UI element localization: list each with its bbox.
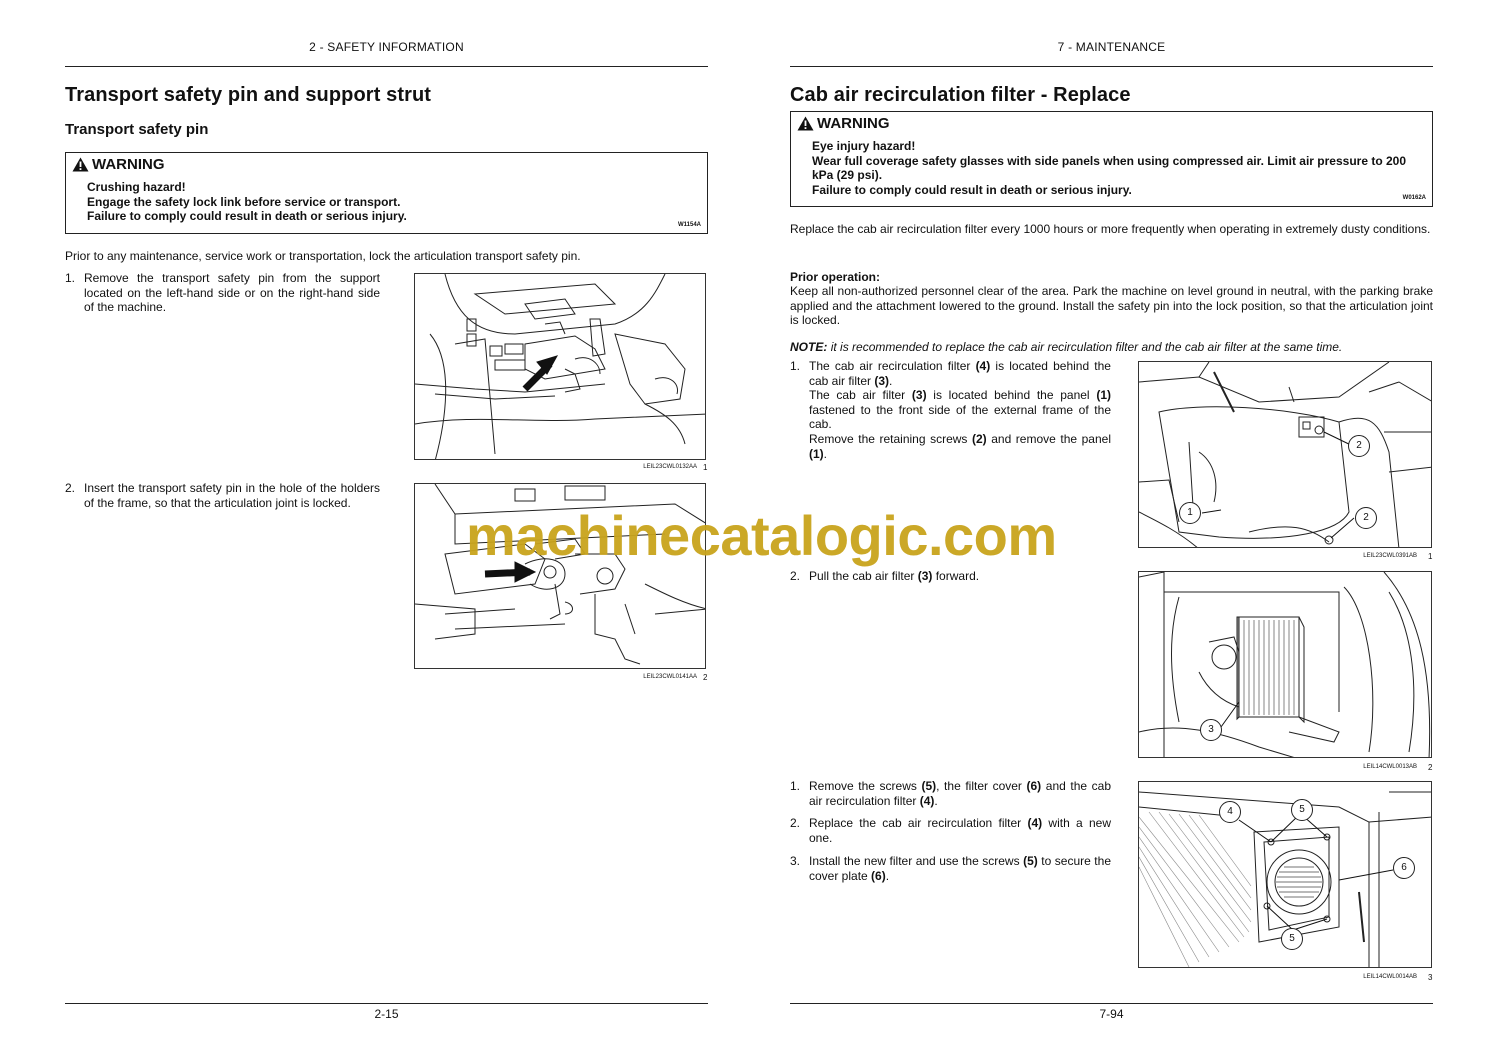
page-header: 2 - SAFETY INFORMATION [309, 40, 464, 54]
warning-box [65, 152, 708, 234]
footer-rule [65, 1003, 708, 1004]
warning-code: W0162A [1402, 195, 1426, 201]
warning-triangle-icon [797, 116, 814, 131]
step-line: Remove the retaining screws (2) and remove the panel (1). [809, 431, 1111, 461]
step-number: 2. [790, 569, 801, 583]
callout-5: 5 [1281, 928, 1303, 950]
callout-6: 6 [1393, 857, 1415, 879]
callout-3: 3 [1200, 719, 1222, 741]
step-item: 1. Remove the screws (5), the filter cover (6) and the cab air recirculation filter (4). [790, 779, 1111, 808]
step-text: Remove the transport safety pin from the support located on the left-hand side or on the right-hand side of the machine. [84, 271, 380, 315]
step-number: 2. [790, 816, 801, 830]
callout-2: 2 [1348, 435, 1370, 457]
note-label: NOTE: [790, 340, 828, 354]
step-number: 1. [65, 271, 76, 285]
page-number: 7-94 [1099, 1007, 1124, 1021]
right-page: 7 - MAINTENANCE Cab air recirculation filter - Replace WARNING Eye injury hazard! Wear full coverage safety glasses with side panels when using compressed air. Limit air pressure to 200 kPa (29 psi). Failure to comply could result in death or serious injury. W0162A Replace the cab air recirculation filter every 1000 hours or more frequently when operating in extremely dusty conditions. Prior operation: Keep all non-authorized personnel clear of the area. Park the machine on level ground in neutral, with the parking brake applied and the attachment lowered to the ground. Install the safety pin into the lock position, so that the articulation joint is locked. NOTE: it is recommended to replace the cab air recirculation filter and the cab air filter at the same time. 1. The cab air recirculation filter (4) is located behind the cab air filter (3). The cab air filter (3) is located behind the panel (1) fastened to the front side of the external frame of the cab. Remove the retaining screws (2) and remove the panel (1). 2. Pull the cab air filter (3) forward. 1. Remove the screws (5), the filter cover (6) and the cab air recirculation filter (4). 2. Replace the cab air recirculation filter (4) with a new one. 3. Install the new filter and use the screws (5) to secure the cover plate (6). 2 1 2 LEIL23CWL0391AB 1 3 LEIL14CWL0013AB 2 4 5 6 5 LEIL14CWL0014AB 3 7-94 [790, 40, 1433, 1021]
warning-code: W1154A [677, 222, 701, 228]
figure-code: LEIL14CWL0013AB [1363, 764, 1417, 770]
figure-number: 2 [1428, 763, 1433, 772]
step-number: 1. [790, 359, 801, 373]
figure-code: LEIL14CWL0014AB [1363, 974, 1417, 980]
warning-line: Failure to comply could result in death or serious injury. [87, 209, 407, 224]
figure-number: 1 [703, 463, 708, 472]
footer-rule [790, 1003, 1433, 1004]
header-rule [65, 66, 708, 67]
step-item [790, 359, 1111, 463]
step-number: 1. [790, 779, 801, 793]
figure-number: 1 [1428, 552, 1433, 561]
warning-triangle-icon [72, 157, 89, 172]
callout-4: 4 [1219, 801, 1241, 823]
figure-code: LEIL23CWL0132AA [643, 464, 697, 470]
page-header: 7 - MAINTENANCE [1057, 40, 1166, 54]
intro-text: Prior to any maintenance, service work or transportation, lock the articulation transport safety pin. [65, 249, 581, 263]
warning-label: WARNING [92, 156, 165, 173]
warning-line: Wear full coverage safety glasses with side panels when using compressed air. Limit air pressure to 200 kPa (29 psi). [812, 153, 1407, 183]
prior-operation-label: Prior operation: [790, 270, 881, 284]
warning-line: Eye injury hazard! [812, 139, 916, 153]
figure-code: LEIL23CWL0391AB [1363, 553, 1417, 559]
subsection-title: Transport safety pin [65, 121, 209, 138]
figure-number: 2 [703, 673, 708, 682]
step-text: Insert the transport safety pin in the hole of the holders of the frame, so that the articulation joint is locked. [84, 481, 380, 510]
section-title: Transport safety pin and support strut [65, 84, 432, 106]
note [790, 340, 1433, 355]
step-line: The cab air filter (3) is located behind the panel (1) fastened to the front side of the external frame of the cab. [809, 388, 1111, 432]
step-line: The cab air recirculation filter (4) is located behind the cab air filter (3). [809, 359, 1111, 388]
callout-2: 2 [1355, 507, 1377, 529]
intro-text: Replace the cab air recirculation filter every 1000 hours or more frequently when operating in extremely dusty conditions. [790, 222, 1431, 236]
callout-5: 5 [1291, 799, 1313, 821]
warning-box [790, 111, 1433, 207]
warning-label: WARNING [817, 115, 890, 132]
figure-recirculation-filter [1138, 781, 1432, 968]
figure-number: 3 [1428, 973, 1433, 982]
prior-operation-text: Keep all non-authorized personnel clear of the area. Park the machine on level ground in neutral, with the parking brake applied and the attachment lowered to the ground. Install the safety pin into the lock position, so that the articulation joint is locked. [790, 284, 1433, 328]
step-number: 2. [65, 481, 76, 495]
figure-cab-air-filter [1138, 571, 1432, 758]
figure-transport-pin-support [414, 273, 706, 460]
warning-line: Crushing hazard! [87, 180, 186, 194]
step-number: 3. [790, 854, 801, 868]
watermark [466, 503, 1057, 568]
callout-1: 1 [1179, 502, 1201, 524]
page-number: 2-15 [374, 1007, 399, 1021]
figure-code: LEIL23CWL0141AA [643, 674, 697, 680]
step-item: 3. Install the new filter and use the screws (5) to secure the cover plate (6). [790, 854, 1111, 883]
watermark-text: machinecatalogic.com [466, 504, 1057, 567]
warning-line: Engage the safety lock link before service or transport. [87, 194, 401, 209]
step-item: 2. Replace the cab air recirculation filter (4) with a new one. [790, 816, 1111, 845]
section-title: Cab air recirculation filter - Replace [790, 84, 1131, 106]
note-text: it is recommended to replace the cab air recirculation filter and the cab air filter at the same time. [830, 340, 1343, 354]
figure-cab-panel [1138, 361, 1432, 548]
warning-line: Failure to comply could result in death or serious injury. [812, 182, 1132, 197]
header-rule [790, 66, 1433, 67]
